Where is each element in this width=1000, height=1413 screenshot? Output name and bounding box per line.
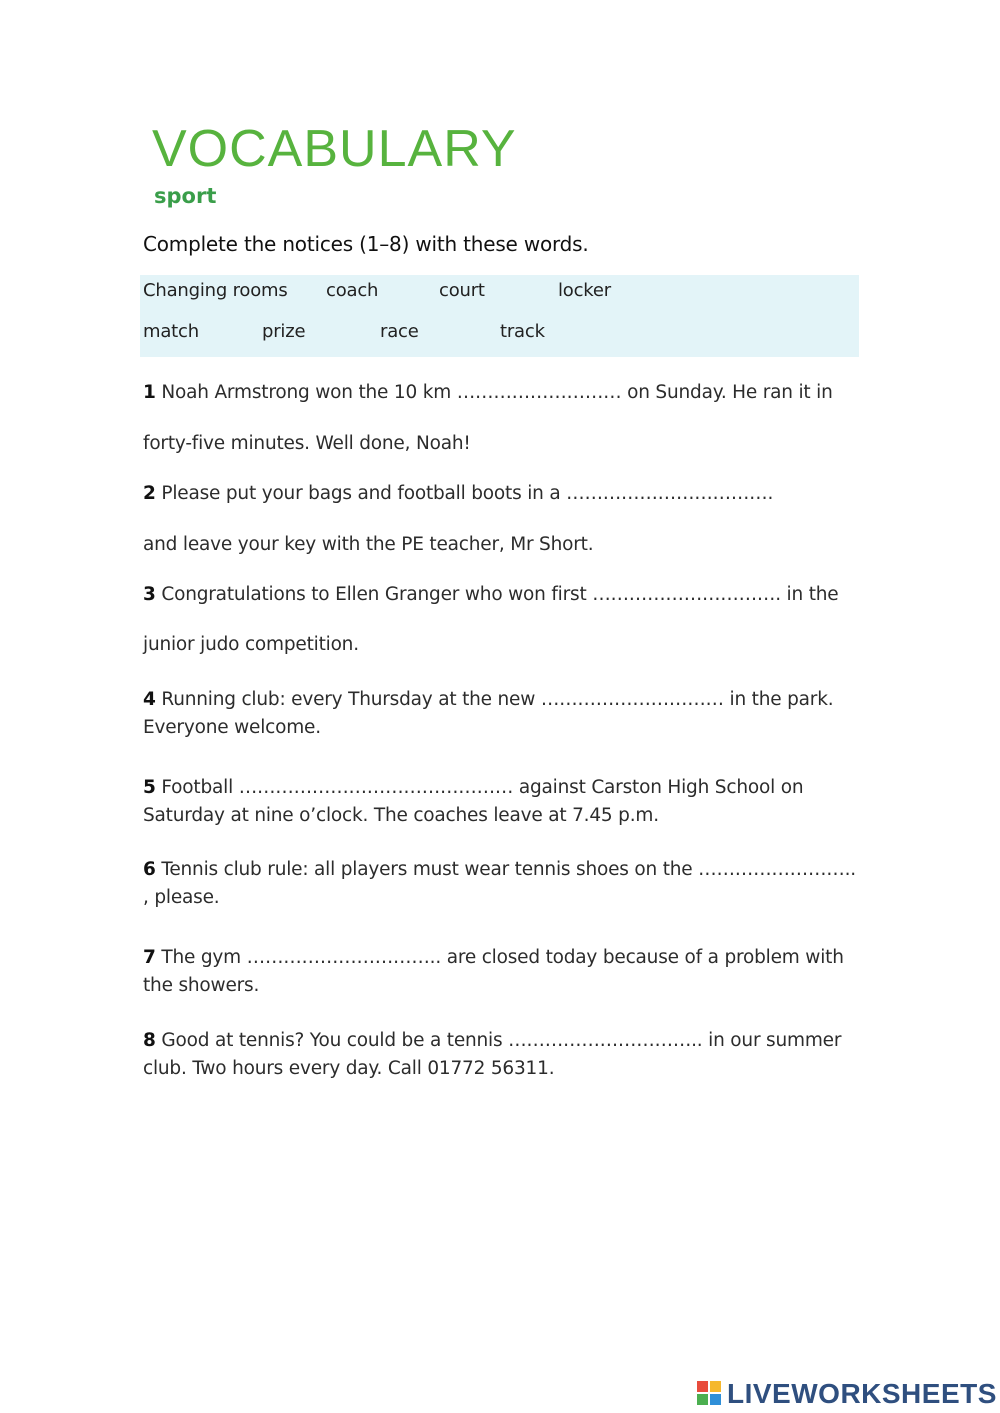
- liveworksheets-logo: [697, 1376, 997, 1412]
- logo-square: [710, 1394, 721, 1405]
- word-bank: [140, 275, 859, 357]
- item-text-line-2: forty-five minutes. Well done, Noah!: [143, 433, 471, 454]
- notice-item-4: [143, 686, 858, 742]
- notice-item-1: [143, 379, 858, 407]
- logo-mark-icon: [697, 1381, 723, 1407]
- logo-square: [697, 1394, 708, 1405]
- logo-text: LIVEWORKSHEETS: [727, 1378, 997, 1409]
- item-text: Good at tennis? You could be a tennis ………………………….. in our summer club. Two hours every day. Call 01772 56311.: [143, 1030, 842, 1079]
- item-text: The gym ………………………….. are closed today because of a problem with the showers.: [143, 947, 844, 996]
- item-number: 7: [143, 947, 156, 968]
- word-bank-item: match: [143, 321, 199, 342]
- word-bank-item: coach: [326, 280, 379, 301]
- notice-item-6: [143, 856, 858, 912]
- logo-square: [697, 1381, 708, 1392]
- notice-item-8: [143, 1027, 858, 1083]
- instruction-text: Complete the notices (1–8) with these words.: [143, 232, 589, 256]
- logo-square: [710, 1381, 721, 1392]
- item-number: 4: [143, 689, 156, 710]
- word-bank-item: prize: [262, 321, 306, 342]
- item-text-line-2: junior judo competition.: [143, 634, 359, 655]
- page-title: VOCABULARY: [152, 120, 517, 178]
- item-number: 1: [143, 382, 156, 403]
- item-number: 5: [143, 777, 156, 798]
- notice-item-7: [143, 944, 858, 1000]
- word-bank-item: race: [380, 321, 419, 342]
- notice-item-1-cont: [143, 430, 858, 458]
- item-number: 3: [143, 584, 156, 605]
- page-subtitle: sport: [154, 184, 217, 208]
- word-bank-item: court: [439, 280, 485, 301]
- word-bank-item: locker: [558, 280, 611, 301]
- item-text-line-1: Please put your bags and football boots in a …………………………….: [161, 483, 774, 504]
- item-number: 8: [143, 1030, 156, 1051]
- word-bank-item: track: [500, 321, 545, 342]
- item-text: Football ……………………………………… against Carston High School on Saturday at nine o’clock. The coaches leave at 7.45 p.m.: [143, 777, 804, 826]
- item-text-line-1: Noah Armstrong won the 10 km ……………………… on Sunday. He ran it in: [161, 382, 833, 403]
- item-number: 2: [143, 483, 156, 504]
- notice-item-2: [143, 480, 858, 508]
- notice-item-3: [143, 581, 858, 609]
- notice-item-2-cont: [143, 531, 858, 559]
- item-text: Tennis club rule: all players must wear tennis shoes on the …………………….. , please.: [143, 859, 856, 908]
- notice-item-5: [143, 774, 858, 830]
- item-text-line-1: Congratulations to Ellen Granger who won first …………………………. in the: [161, 584, 839, 605]
- item-text: Running club: every Thursday at the new ………………………… in the park. Everyone welcome.: [143, 689, 834, 738]
- item-number: 6: [143, 859, 156, 880]
- item-text-line-2: and leave your key with the PE teacher, Mr Short.: [143, 534, 594, 555]
- notice-item-3-cont: [143, 631, 858, 659]
- word-bank-item: Changing rooms: [143, 280, 288, 301]
